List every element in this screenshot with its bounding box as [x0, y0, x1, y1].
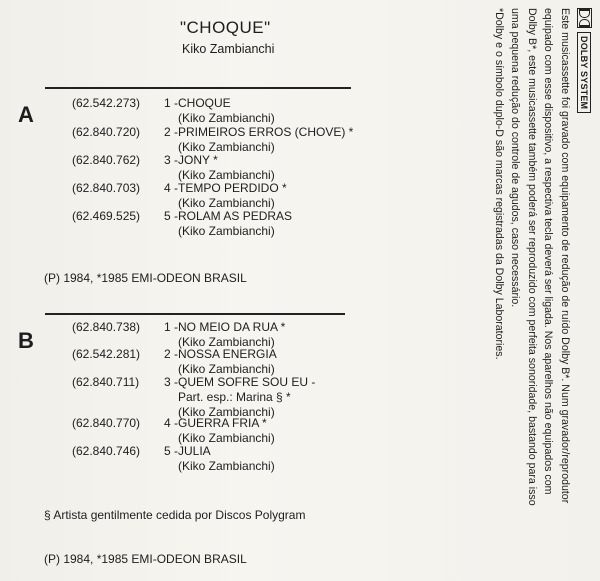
album-title: "CHOQUE" [180, 18, 271, 37]
track-title: NOSSA ENERGIA [178, 347, 277, 361]
track-number: 2 - [164, 347, 179, 361]
track-credit: (Kiko Zambianchi) [178, 459, 275, 473]
track-code: (62.840.770) [72, 416, 141, 430]
track-title: QUEM SOFRE SOU EU - [178, 375, 316, 389]
track-number: 1 - [164, 96, 179, 110]
side-a-rule [45, 87, 351, 89]
track-number: 1 - [164, 320, 179, 334]
track-title: GUERRA FRIA * [178, 416, 267, 430]
side-a-label: A [18, 102, 34, 127]
track-credit: (Kiko Zambianchi) [178, 335, 275, 349]
side-b-copyright: (P) 1984, *1985 EMI-ODEON BRASIL [44, 552, 247, 566]
track-number: 5 - [164, 209, 179, 223]
track-number: 4 - [164, 181, 179, 195]
track-credit: (Kiko Zambianchi) [178, 224, 275, 238]
track-credit: (Kiko Zambianchi) [178, 140, 275, 154]
track-code: (62.469.525) [72, 209, 141, 223]
track-credit: (Kiko Zambianchi) [178, 362, 275, 376]
track-credit: (Kiko Zambianchi) [178, 168, 275, 182]
track-code: (62.840.738) [72, 320, 141, 334]
dolby-panel [462, 0, 600, 581]
track-title: CHOQUE [178, 96, 231, 110]
dolby-double-d-icon [577, 8, 592, 28]
dolby-line-4: uma pequena redução do controle de agudos, caso necessário. [509, 8, 522, 308]
track-code: (62.542.281) [72, 347, 141, 361]
dolby-badge-label: DOLBY SYSTEM [578, 32, 592, 113]
side-b-label: B [18, 328, 34, 353]
track-code: (62.840.711) [72, 375, 140, 389]
track-title: ROLAM AS PEDRAS [178, 209, 293, 223]
side-b-note: § Artista gentilmente cedida por Discos Polygram [44, 508, 306, 522]
track-code: (62.840.762) [72, 153, 141, 167]
dolby-badge [577, 8, 592, 568]
track-credit: (Kiko Zambianchi) [178, 111, 275, 125]
dolby-rotated-text [491, 8, 593, 568]
side-a-copyright: (P) 1984, *1985 EMI-ODEON BRASIL [44, 271, 247, 285]
dolby-line-1: Este musicassette foi gravado com equipamento de redução de ruído Dolby B*. Num gravador/reprodutor [559, 8, 571, 504]
track-code: (62.840.746) [72, 444, 141, 458]
track-code: (62.840.703) [72, 181, 141, 195]
track-title: NO MEIO DA RUA * [178, 320, 286, 334]
track-code: (62.840.720) [72, 125, 141, 139]
track-number: 3 - [164, 153, 179, 167]
dolby-line-2: equipado com esse dispositivo, a respectiva tecla deverá ser ligada. Nos aparelhos não equipados com [542, 8, 555, 495]
dolby-line-5: *Dolby e o símbolo duplo-D são marcas registradas da Dolby Laboratories. [493, 8, 505, 360]
track-number: 4 - [164, 416, 179, 430]
album-artist: Kiko Zambianchi [182, 42, 275, 56]
track-title: TEMPO PERDIDO * [178, 181, 287, 195]
track-number: 2 - [164, 125, 179, 139]
track-number: 3 - [164, 375, 179, 389]
track-credit: (Kiko Zambianchi) [178, 196, 275, 210]
track-credit: (Kiko Zambianchi) [178, 431, 275, 445]
track-featuring: Part. esp.: Marina § * [178, 390, 291, 404]
track-title: JULIA [178, 444, 211, 458]
side-b-rule [45, 313, 345, 315]
dolby-line-3: Dolby B*, este musicassette também poderá ser reproduzido com perfeita sonoridade, bastando para isso [526, 8, 538, 506]
track-title: JONY * [178, 153, 218, 167]
track-number: 5 - [164, 444, 179, 458]
track-credit: (Kiko Zambianchi) [178, 405, 275, 419]
track-code: (62.542.273) [72, 96, 141, 110]
track-title: PRIMEIROS ERROS (CHOVE) * [178, 125, 354, 139]
